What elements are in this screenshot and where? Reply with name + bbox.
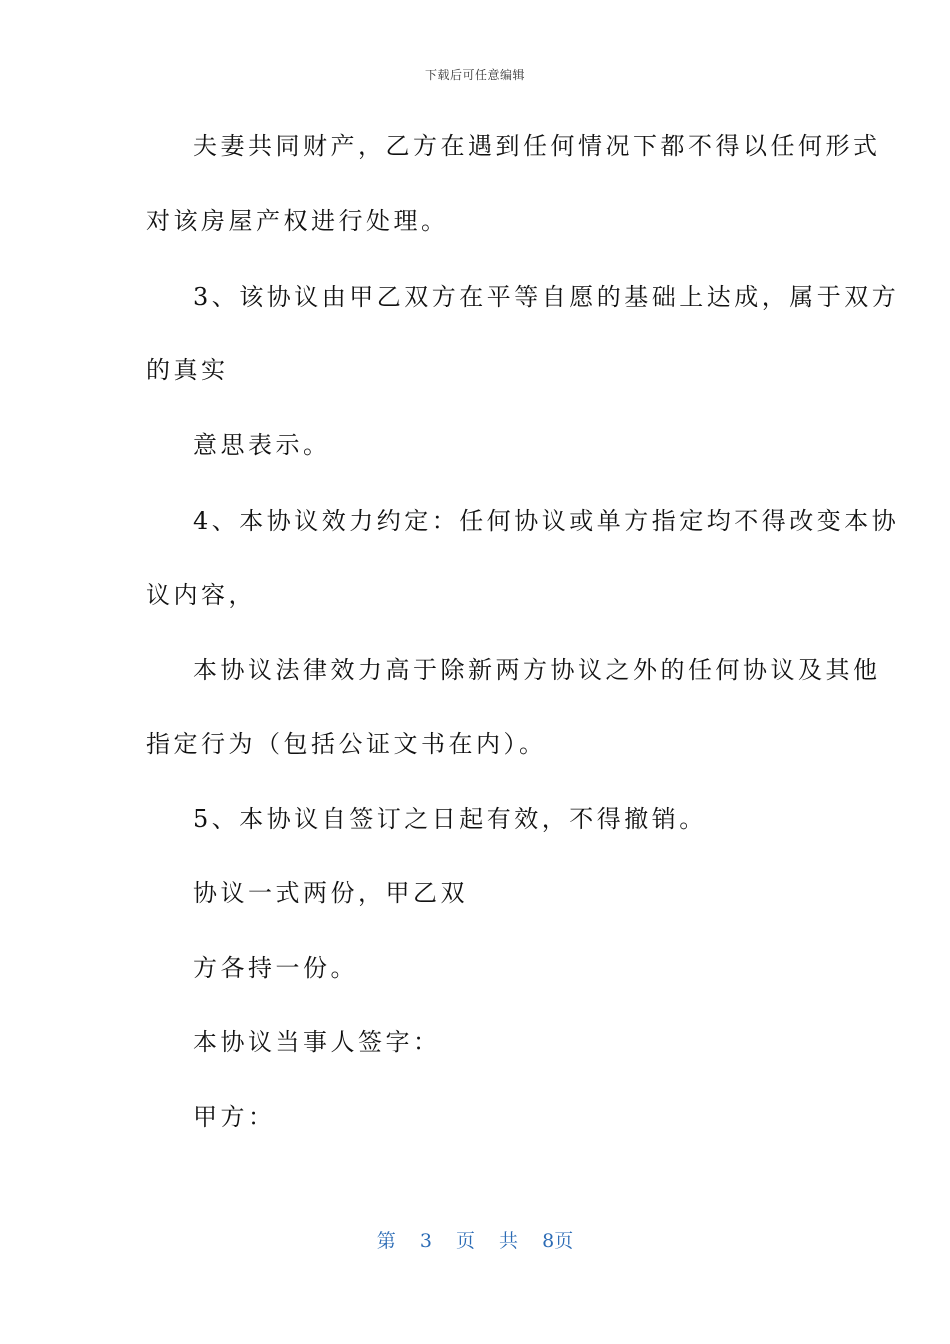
- text-line: 方各持一份。: [193, 954, 358, 982]
- text-line: 的真实: [146, 356, 229, 384]
- text-line: 4、本协议效力约定：任何协议或单方指定均不得改变本协: [193, 507, 900, 535]
- text-line: 夫妻共同财产，乙方在遇到任何情况下都不得以任何形式: [193, 132, 881, 160]
- footer-gong: 共: [499, 1230, 519, 1252]
- text-line: 本协议当事人签字：: [193, 1028, 441, 1056]
- text-line: 甲方：: [193, 1103, 276, 1131]
- page-header: 下载后可任意编辑: [424, 68, 525, 82]
- text-line: 议内容，: [146, 581, 256, 609]
- text-line: 本协议法律效力高于除新两方协议之外的任何协议及其他: [193, 656, 881, 684]
- text-line: 3、该协议由甲乙双方在平等自愿的基础上达成，属于双方: [193, 283, 900, 311]
- text-line: 5、本协议自签订之日起有效，不得撤销。: [193, 805, 707, 833]
- text-line: 指定行为（包括公证文书在内）。: [146, 730, 547, 758]
- footer-total-pages: 8页: [542, 1230, 574, 1252]
- text-line: 协议一式两份，甲乙双: [193, 879, 468, 907]
- footer-ye: 页: [455, 1230, 475, 1252]
- page-footer: [0, 1226, 950, 1253]
- footer-page-number: 3: [419, 1230, 432, 1252]
- text-line: 意思表示。: [193, 431, 331, 459]
- text-line: 对该房屋产权进行处理。: [146, 207, 449, 235]
- footer-di: 第: [376, 1230, 396, 1252]
